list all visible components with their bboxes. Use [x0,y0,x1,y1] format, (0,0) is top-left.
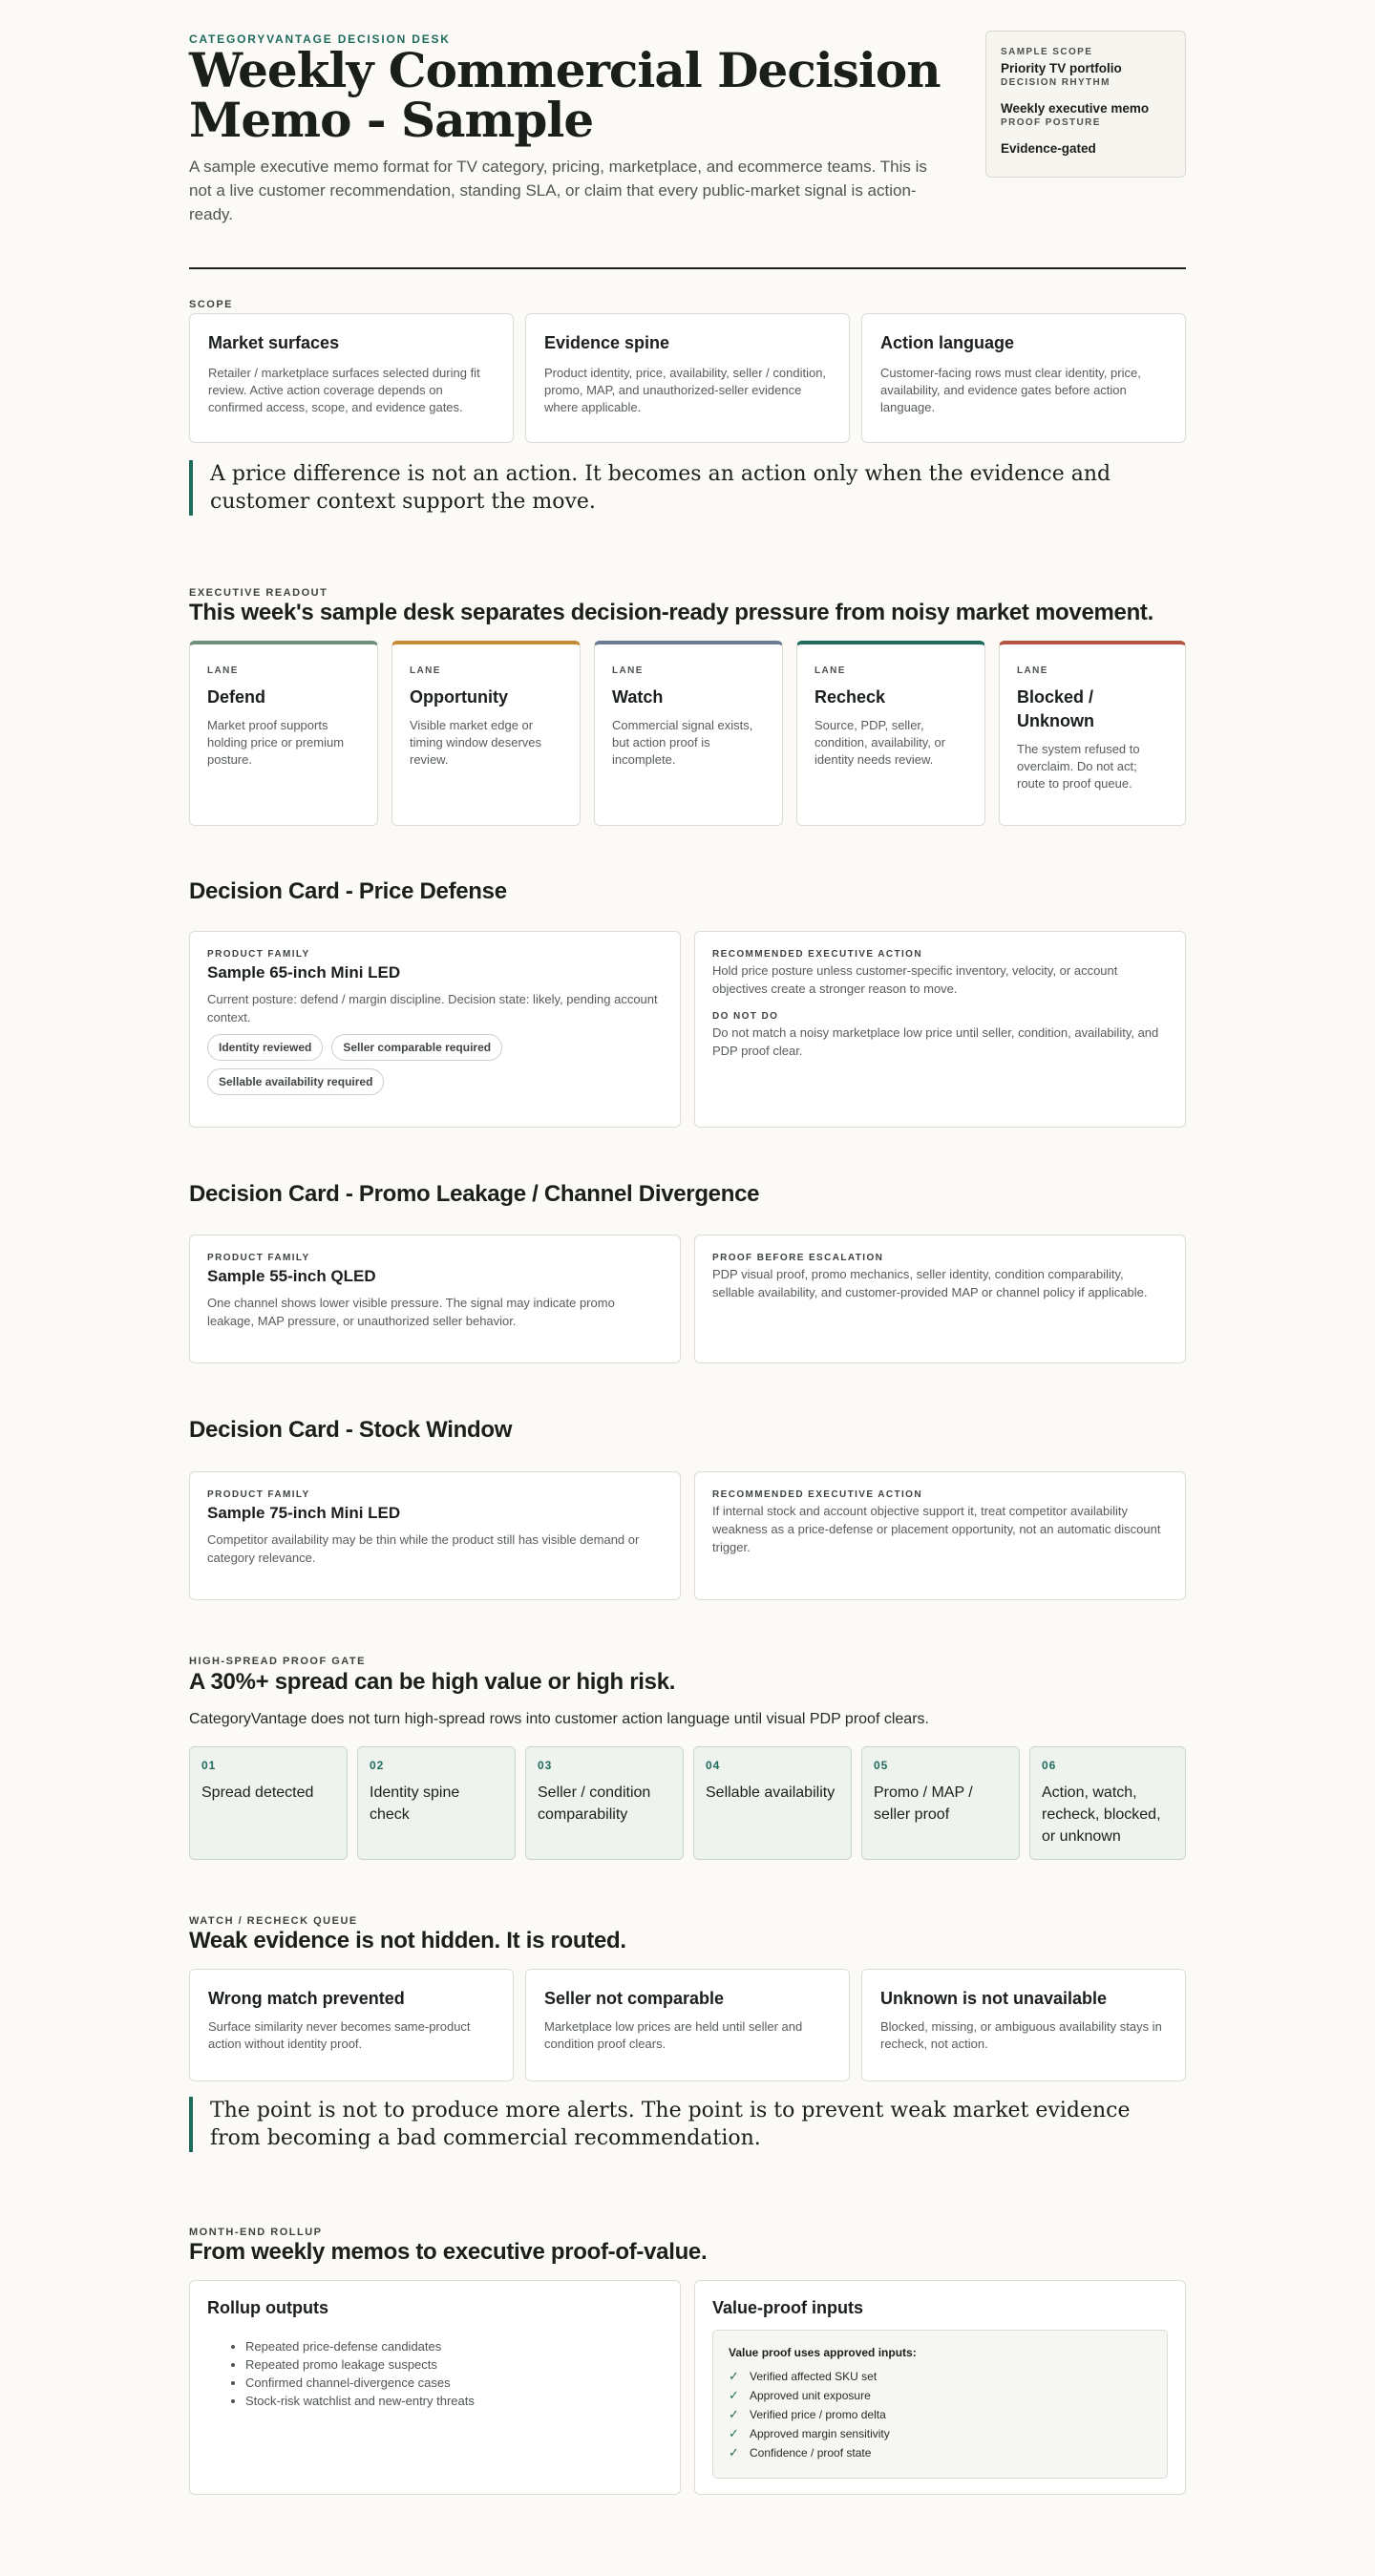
proof-gate-eyebrow: HIGH-SPREAD PROOF GATE [189,1656,366,1667]
lane-text: The system refused to overclaim. Do not act; route to proof queue. [1017,742,1140,791]
lane-recheck [796,641,985,826]
list-item: • Repeated promo leakage suspects [245,2355,663,2374]
decision-promo-title: Decision Card - Promo Leakage / Channel Divergence [189,1181,760,1207]
scope-box-value: Evidence-gated [1001,141,1096,156]
step-text: Action, watch, recheck, blocked, or unknown [1042,1784,1161,1845]
value-proof-item [729,2386,1152,2405]
lane-watch [594,641,783,826]
scope-card-action-language [861,313,1186,443]
value-proof-item [729,2424,1152,2443]
product-signal: One channel shows lower visible pressure. The signal may indicate promo leakage, MAP pressure, or unauthorized seller behavior. [207,1296,615,1328]
step-number: 05 [874,1759,889,1772]
card-text: Surface similarity never becomes same-product action without identity proof. [208,2019,471,2051]
lane-text: Market proof supports holding price or premium posture. [207,718,345,767]
lane-title: Recheck [814,687,886,707]
card-title: Seller not comparable [544,1989,725,2008]
scope-box-label: DECISION RHYTHM [1001,77,1111,88]
page-title: Weekly Commercial Decision Memo - Sample [189,42,941,148]
value-proof-panel [712,2330,1168,2479]
readout-eyebrow: EXECUTIVE READOUT [189,587,328,599]
proof-step-4 [693,1746,852,1860]
list-item: • Stock-risk watchlist and new-entry threats [245,2392,663,2410]
recommended-action-text: If internal stock and account objective support it, treat competitor availability weakness as a price-defense or placement opportunity, not an automatic discount trigger. [712,1504,1161,1554]
scope-eyebrow: SCOPE [189,299,234,310]
queue-title: Weak evidence is not hidden. It is routed. [189,1928,626,1953]
card-text: Blocked, missing, or ambiguous availability stays in recheck, not action. [880,2019,1162,2051]
lane-title: Blocked / Unknown [1017,687,1094,730]
product-family-label: PRODUCT FAMILY [207,1489,310,1500]
step-number: 03 [538,1759,553,1772]
card-title: Wrong match prevented [208,1989,405,2008]
proof-chips [207,1034,589,1095]
proof-gate-intro: CategoryVantage does not turn high-spread rows into customer action language until visual PDP proof clears. [189,1711,929,1727]
queue-card-unknown [861,1969,1186,2081]
step-text: Identity spine check [370,1784,460,1823]
scope-card-evidence-spine [525,313,850,443]
step-number: 02 [370,1759,385,1772]
proof-before-escalation-label: PROOF BEFORE ESCALATION [712,1253,884,1263]
lane-title: Opportunity [410,687,508,707]
value-proof-text: Approved unit exposure [750,2389,871,2402]
check-icon: ✓ [729,2445,739,2460]
step-number: 01 [201,1759,217,1772]
proof-step-3 [525,1746,684,1860]
promo-proof-card [694,1235,1186,1363]
check-icon: ✓ [729,2407,739,2421]
decision-stock-title: Decision Card - Stock Window [189,1417,513,1443]
recommended-action-label: RECOMMENDED EXECUTIVE ACTION [712,1489,922,1500]
list-item: • Repeated price-defense candidates [245,2337,663,2355]
proof-step-1 [189,1746,348,1860]
product-name: Sample 75-inch Mini LED [207,1504,401,1522]
step-text: Seller / condition comparability [538,1784,651,1823]
card-title: Unknown is not unavailable [880,1989,1108,2008]
memo-header [189,32,1186,267]
product-family-label: PRODUCT FAMILY [207,1253,310,1263]
scope-card-market-surfaces [189,313,514,443]
page-intro: A sample executive memo format for TV category, pricing, marketplace, and ecommerce teams. This is not a live customer recommendation, standing SLA, or claim that every public-market signal is action-ready. [189,158,927,223]
product-name: Sample 65-inch Mini LED [207,963,401,982]
scope-box-label: SAMPLE SCOPE [1001,47,1093,57]
value-proof-text: Verified price / promo delta [750,2408,886,2421]
proof-gate-title: A 30%+ spread can be high value or high risk. [189,1669,676,1695]
card-title: Value-proof inputs [712,2298,864,2317]
stock-action-card [694,1471,1186,1600]
step-number: 04 [706,1759,721,1772]
card-title: Evidence spine [544,333,670,352]
queue-card-seller-not-comparable [525,1969,850,2081]
card-text: Marketplace low prices are held until seller and condition proof clears. [544,2019,803,2051]
step-number: 06 [1042,1759,1057,1772]
do-not-do-label: DO NOT DO [712,1011,779,1022]
pull-quote-price-difference: A price difference is not an action. It becomes an action only when the evidence and customer context support the move. [189,460,1186,516]
rollup-eyebrow: MONTH-END ROLLUP [189,2227,323,2238]
recommended-action-label: RECOMMENDED EXECUTIVE ACTION [712,949,922,960]
queue-eyebrow: WATCH / RECHECK QUEUE [189,1915,358,1927]
card-text: Retailer / marketplace surfaces selected during fit review. Active action coverage depends on confirmed access, scope, and evidence gates. [208,366,480,414]
product-family-label: PRODUCT FAMILY [207,949,310,960]
scope-box-value: Priority TV portfolio [1001,61,1122,75]
proof-before-escalation-text: PDP visual proof, promo mechanics, seller identity, condition comparability, sellable availability, and customer-provided MAP or channel policy if applicable. [712,1267,1148,1299]
check-icon: ✓ [729,2369,739,2383]
proof-step-2 [357,1746,516,1860]
rollup-outputs-list [207,2337,663,2410]
proof-step-6 [1029,1746,1186,1860]
check-icon: ✓ [729,2426,739,2440]
product-posture: Current posture: defend / margin discipline. Decision state: likely, pending account context. [207,992,658,1024]
lane-opportunity [391,641,581,826]
card-title: Market surfaces [208,333,340,352]
value-proof-item [729,2443,1152,2462]
product-name: Sample 55-inch QLED [207,1267,376,1285]
lane-label: LANE [612,665,644,676]
card-text: Customer-facing rows must clear identity, price, availability, and evidence gates before action language. [880,366,1141,414]
value-proof-item [729,2367,1152,2386]
card-text: Product identity, price, availability, seller / condition, promo, MAP, and unauthorized-seller evidence where applicable. [544,366,827,414]
stock-product-card [189,1471,681,1600]
value-proof-heading: Value proof uses approved inputs: [729,2346,917,2359]
readout-title: This week's sample desk separates decision-ready pressure from noisy market movement. [189,600,1153,625]
header-divider [189,267,1186,269]
price-defense-product-card [189,931,681,1128]
price-defense-action-card [694,931,1186,1128]
step-text: Sellable availability [706,1784,836,1801]
scope-box-value: Weekly executive memo [1001,101,1150,116]
sample-scope-box [985,31,1186,178]
lane-text: Visible market edge or timing window deserves review. [410,718,542,767]
lane-blocked-unknown [999,641,1186,826]
scope-box-label: PROOF POSTURE [1001,117,1101,128]
lane-text: Commercial signal exists, but action proof is incomplete. [612,718,753,767]
card-title: Rollup outputs [207,2298,328,2317]
lane-text: Source, PDP, seller, condition, availability, or identity needs review. [814,718,946,767]
lane-label: LANE [410,665,441,676]
lane-defend [189,641,378,826]
lane-title: Defend [207,687,266,707]
product-signal: Competitor availability may be thin while the product still has visible demand or category relevance. [207,1532,640,1565]
chip-identity-reviewed: Identity reviewed [207,1034,323,1061]
chip-sellable-availability: Sellable availability required [207,1068,384,1095]
do-not-do-text: Do not match a noisy marketplace low price until seller, condition, availability, and PDP proof clear. [712,1025,1159,1058]
pull-quote-weak-evidence: The point is not to produce more alerts. The point is to prevent weak market evidence from becoming a bad commercial recommendation. [189,2097,1186,2152]
brand-kicker: CATEGORYVANTAGE DECISION DESK [189,32,451,46]
promo-product-card [189,1235,681,1363]
value-proof-text: Verified affected SKU set [750,2370,878,2383]
list-item: • Confirmed channel-divergence cases [245,2374,663,2392]
check-icon: ✓ [729,2388,739,2402]
value-proof-item [729,2405,1152,2424]
value-proof-text: Confidence / proof state [750,2446,872,2460]
lane-label: LANE [814,665,846,676]
proof-step-5 [861,1746,1020,1860]
decision-price-title: Decision Card - Price Defense [189,878,507,904]
rollup-outputs-card [189,2280,681,2495]
step-text: Promo / MAP / seller proof [874,1784,973,1823]
lane-label: LANE [1017,665,1048,676]
lane-title: Watch [612,687,664,707]
queue-card-wrong-match [189,1969,514,2081]
chip-seller-comparable: Seller comparable required [331,1034,502,1061]
recommended-action-text: Hold price posture unless customer-specific inventory, velocity, or account objectives create a stronger reason to move. [712,963,1118,996]
step-text: Spread detected [201,1784,314,1801]
card-title: Action language [880,333,1015,352]
value-proof-card [694,2280,1186,2495]
lane-label: LANE [207,665,239,676]
value-proof-text: Approved margin sensitivity [750,2427,890,2440]
rollup-title: From weekly memos to executive proof-of-value. [189,2239,708,2265]
